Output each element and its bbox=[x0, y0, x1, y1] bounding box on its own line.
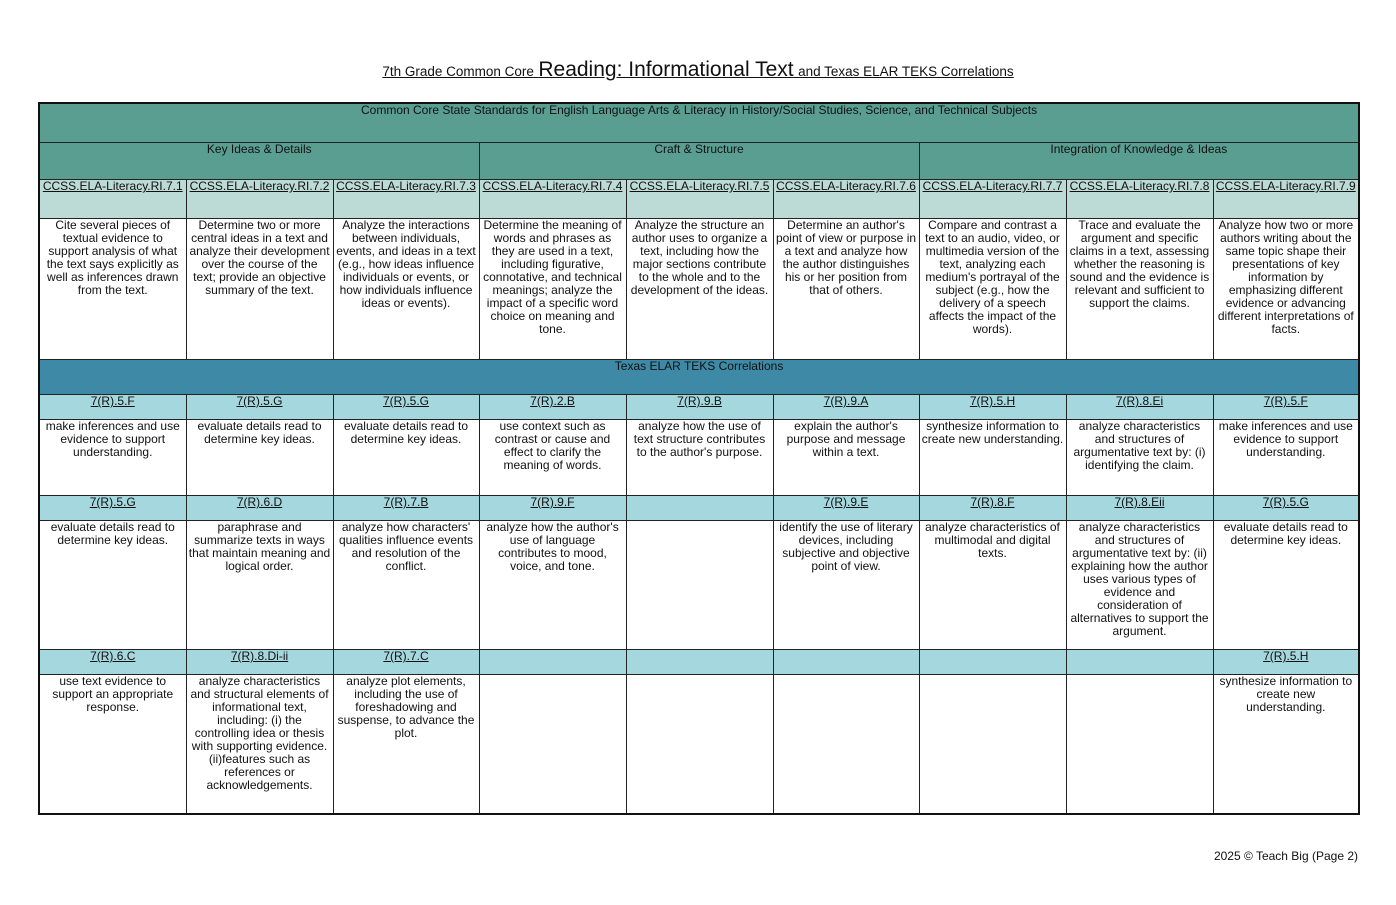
teks-description bbox=[773, 675, 919, 815]
standard-code-link[interactable]: CCSS.ELA-Literacy.RI.7.3 bbox=[336, 179, 476, 193]
teks-description bbox=[919, 675, 1066, 815]
teks-description: use context such as contrast or cause and effect to clarify the meaning of words. bbox=[479, 420, 626, 496]
teks-description: evaluate details read to determine key ideas. bbox=[333, 420, 479, 496]
ccss-banner: Common Core State Standards for English Language Arts & Literacy in History/Social Studies, Science, and Technical Subjects bbox=[39, 103, 1359, 143]
footer-copyright: 2025 © Teach Big (Page 2) bbox=[1213, 849, 1358, 863]
standard-description: Analyze the interactions between individuals, events, and ideas in a text (e.g., how ideas influence individuals or events, or how individuals influence ideas or events). bbox=[333, 219, 479, 360]
standard-code-link[interactable]: CCSS.ELA-Literacy.RI.7.1 bbox=[42, 179, 183, 193]
standard-code-cell bbox=[1066, 180, 1213, 219]
teks-code-cell bbox=[1066, 650, 1213, 675]
standard-code-link[interactable]: CCSS.ELA-Literacy.RI.7.9 bbox=[1215, 179, 1356, 193]
teks-code-cell bbox=[1213, 650, 1359, 675]
teks-code-cell bbox=[626, 395, 773, 420]
teks-description: analyze plot elements, including the use of foreshadowing and suspense, to advance the plot. bbox=[333, 675, 479, 815]
teks-code-link[interactable]: 7(R).5.F bbox=[90, 394, 135, 408]
teks-code-cell bbox=[333, 650, 479, 675]
teks-code-cell bbox=[773, 650, 919, 675]
teks-code-cell bbox=[479, 650, 626, 675]
domain-key-ideas: Key Ideas & Details bbox=[39, 143, 479, 180]
teks-description: synthesize information to create new understanding. bbox=[919, 420, 1066, 496]
standard-description: Determine two or more central ideas in a text and analyze their development over the course of the text; provide an objective summary of the text. bbox=[186, 219, 333, 360]
teks-code-cell bbox=[333, 496, 479, 521]
teks-description: analyze how the use of text structure contributes to the author's purpose. bbox=[626, 420, 773, 496]
standard-code-cell bbox=[39, 180, 186, 219]
teks-code-link[interactable]: 7(R).8.F bbox=[970, 495, 1015, 509]
standard-description: Compare and contrast a text to an audio, video, or multimedia version of the text, analyzing each medium's portrayal of the subject (e.g., how the delivery of a speech affects the impact of the words). bbox=[919, 219, 1066, 360]
title-main: Reading: Informational Text bbox=[538, 58, 794, 81]
teks-code-link[interactable]: 7(R).7.B bbox=[383, 495, 429, 509]
teks-description-row bbox=[39, 521, 1359, 650]
teks-description: analyze characteristics and structural elements of informational text, including: (i) the controlling idea or thesis with supporting evidence. (ii)features such as references or acknowledgements. bbox=[186, 675, 333, 815]
standard-code-cell bbox=[479, 180, 626, 219]
teks-description: evaluate details read to determine key ideas. bbox=[186, 420, 333, 496]
teks-code-cell bbox=[186, 395, 333, 420]
teks-description: analyze how characters' qualities influence events and resolution of the conflict. bbox=[333, 521, 479, 650]
teks-description: analyze how the author's use of language contributes to mood, voice, and tone. bbox=[479, 521, 626, 650]
standard-description: Analyze how two or more authors writing about the same topic shape their presentations of key information by emphasizing different evidence or advancing different interpretations of facts. bbox=[1213, 219, 1359, 360]
teks-code-cell bbox=[1213, 496, 1359, 521]
teks-description: paraphrase and summarize texts in ways that maintain meaning and logical order. bbox=[186, 521, 333, 650]
standard-code-link[interactable]: CCSS.ELA-Literacy.RI.7.5 bbox=[629, 179, 770, 193]
teks-code-link[interactable]: 7(R).8.Ei bbox=[1115, 394, 1164, 408]
standard-code-link[interactable]: CCSS.ELA-Literacy.RI.7.2 bbox=[189, 179, 330, 193]
teks-code-link[interactable]: 7(R).5.G bbox=[382, 394, 429, 408]
standard-code-cell bbox=[773, 180, 919, 219]
standard-description: Determine an author's point of view or purpose in a text and analyze how the author distinguishes his or her position from that of others. bbox=[773, 219, 919, 360]
teks-code-cell bbox=[186, 650, 333, 675]
teks-code-link[interactable]: 7(R).6.D bbox=[236, 495, 283, 509]
teks-code-link[interactable]: 7(R).5.H bbox=[1263, 649, 1309, 663]
teks-description: evaluate details read to determine key ideas. bbox=[1213, 521, 1359, 650]
teks-description: analyze characteristics of multimodal and digital texts. bbox=[919, 521, 1066, 650]
teks-code-link[interactable]: 7(R).9.E bbox=[823, 495, 869, 509]
standard-code-link[interactable]: CCSS.ELA-Literacy.RI.7.7 bbox=[922, 179, 1063, 193]
standard-description: Analyze the structure an author uses to organize a text, including how the major sections contribute to the whole and to the development of the ideas. bbox=[626, 219, 773, 360]
teks-description: synthesize information to create new understanding. bbox=[1213, 675, 1359, 815]
teks-code-link[interactable]: 7(R).5.H bbox=[969, 394, 1016, 408]
standard-description: Cite several pieces of textual evidence to support analysis of what the text says explicitly as well as inferences drawn from the text. bbox=[39, 219, 186, 360]
page-title bbox=[0, 56, 1396, 86]
teks-description bbox=[479, 675, 626, 815]
teks-code-row bbox=[39, 650, 1359, 675]
standard-code-cell bbox=[1213, 180, 1359, 219]
teks-code-cell bbox=[186, 496, 333, 521]
title-prefix: 7th Grade Common Core bbox=[382, 64, 534, 79]
teks-description bbox=[626, 521, 773, 650]
teks-description: use text evidence to support an appropriate response. bbox=[39, 675, 186, 815]
teks-code-cell bbox=[39, 650, 186, 675]
domain-integration: Integration of Knowledge & Ideas bbox=[919, 143, 1359, 180]
teks-code-cell bbox=[1066, 496, 1213, 521]
teks-description: make inferences and use evidence to support understanding. bbox=[1213, 420, 1359, 496]
standard-code-cell bbox=[186, 180, 333, 219]
teks-code-cell bbox=[333, 395, 479, 420]
standard-code-cell bbox=[919, 180, 1066, 219]
standard-description: Determine the meaning of words and phrases as they are used in a text, including figurative, connotative, and technical meanings; analyze the impact of a specific word choice on meaning and tone. bbox=[479, 219, 626, 360]
teks-code-link[interactable]: 7(R).8.Eii bbox=[1114, 495, 1165, 509]
teks-code-cell bbox=[626, 650, 773, 675]
teks-description: analyze characteristics and structures of argumentative text by: (i) identifying the claim. bbox=[1066, 420, 1213, 496]
teks-code-link[interactable]: 7(R).7.C bbox=[383, 649, 429, 663]
domain-craft-structure: Craft & Structure bbox=[479, 143, 919, 180]
standard-code-link[interactable]: CCSS.ELA-Literacy.RI.7.6 bbox=[776, 179, 916, 193]
teks-code-cell bbox=[919, 650, 1066, 675]
teks-code-link[interactable]: 7(R).9.B bbox=[677, 394, 722, 408]
teks-description-row bbox=[39, 675, 1359, 815]
teks-code-cell bbox=[626, 496, 773, 521]
teks-description: explain the author's purpose and message within a text. bbox=[773, 420, 919, 496]
teks-code-link[interactable]: 7(R).9.F bbox=[530, 495, 575, 509]
standard-code-cell bbox=[626, 180, 773, 219]
teks-code-cell bbox=[479, 395, 626, 420]
teks-code-cell bbox=[39, 496, 186, 521]
teks-code-link[interactable]: 7(R).5.G bbox=[89, 495, 136, 509]
teks-code-link[interactable]: 7(R).8.Di-ii bbox=[230, 649, 289, 663]
teks-code-link[interactable]: 7(R).9.A bbox=[823, 394, 869, 408]
teks-banner: Texas ELAR TEKS Correlations bbox=[39, 360, 1359, 395]
teks-description bbox=[1066, 675, 1213, 815]
teks-code-cell bbox=[1213, 395, 1359, 420]
teks-code-cell bbox=[919, 496, 1066, 521]
teks-description bbox=[626, 675, 773, 815]
teks-code-cell bbox=[39, 395, 186, 420]
teks-code-cell bbox=[919, 395, 1066, 420]
teks-description: analyze characteristics and structures of argumentative text by: (ii) explaining how the author uses various types of evidence and consideration of alternatives to support the argument. bbox=[1066, 521, 1213, 650]
teks-code-cell bbox=[1066, 395, 1213, 420]
teks-code-link[interactable]: 7(R).5.G bbox=[236, 394, 283, 408]
teks-description: make inferences and use evidence to support understanding. bbox=[39, 420, 186, 496]
teks-code-link[interactable]: 7(R).2.B bbox=[530, 394, 575, 408]
standard-code-link[interactable]: CCSS.ELA-Literacy.RI.7.4 bbox=[482, 179, 623, 193]
standard-description: Trace and evaluate the argument and specific claims in a text, assessing whether the reasoning is sound and the evidence is relevant and sufficient to support the claims. bbox=[1066, 219, 1213, 360]
correlation-table bbox=[38, 102, 1360, 815]
teks-code-cell bbox=[773, 395, 919, 420]
teks-code-row bbox=[39, 496, 1359, 521]
standard-code-cell bbox=[333, 180, 479, 219]
title-suffix: and Texas ELAR TEKS Correlations bbox=[798, 64, 1014, 79]
standard-code-link[interactable]: CCSS.ELA-Literacy.RI.7.8 bbox=[1069, 179, 1210, 193]
teks-description: identify the use of literary devices, including subjective and objective point of view. bbox=[773, 521, 919, 650]
teks-description-row bbox=[39, 420, 1359, 496]
teks-code-link[interactable]: 7(R).6.C bbox=[90, 649, 136, 663]
teks-code-row bbox=[39, 395, 1359, 420]
teks-code-link[interactable]: 7(R).5.F bbox=[1263, 394, 1308, 408]
teks-description: evaluate details read to determine key ideas. bbox=[39, 521, 186, 650]
teks-code-cell bbox=[773, 496, 919, 521]
teks-code-link[interactable]: 7(R).5.G bbox=[1262, 495, 1309, 509]
teks-code-cell bbox=[479, 496, 626, 521]
